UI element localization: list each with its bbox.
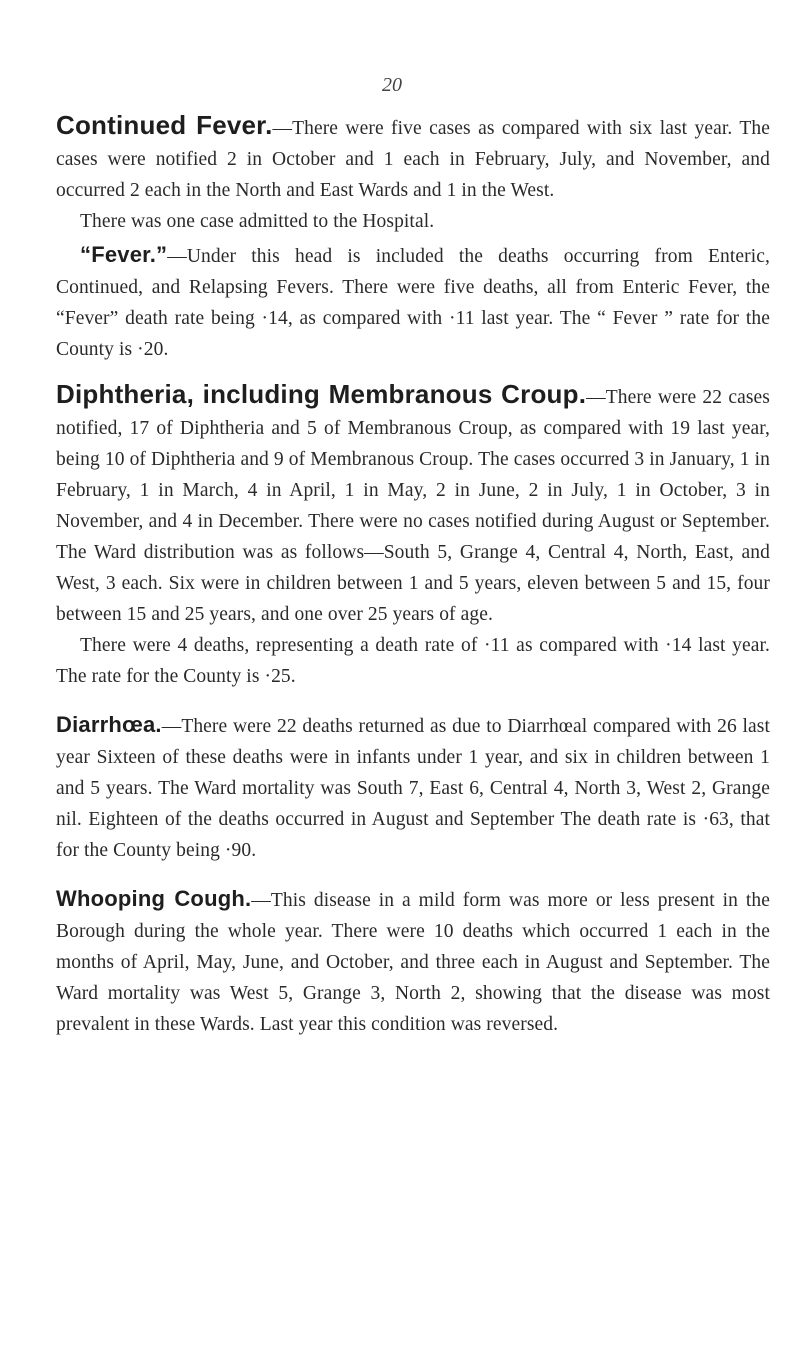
section-heading: Continued Fever.: [56, 110, 273, 140]
paragraph: [56, 379, 770, 630]
paragraph: [56, 709, 770, 866]
section-heading: “Fever.”: [80, 242, 168, 267]
section-whooping-cough: [56, 883, 770, 1040]
section-diarrhoea: [56, 709, 770, 866]
paragraph: [56, 630, 770, 692]
paragraph: [56, 883, 770, 1040]
section-diphtheria: [56, 379, 770, 692]
paragraph: [56, 110, 770, 206]
section-heading: Whooping Cough.: [56, 886, 252, 911]
paragraph: [56, 206, 770, 237]
document-body: [56, 110, 770, 1040]
section-text: There were 4 deaths, representing a death rate of ·11 as compared with ·14 last year. The rate for the County is ·25.: [56, 635, 770, 687]
section-text: —There were 22 deaths returned as due to Diarrhœal compared with 26 last year Sixteen of these deaths were in infants under 1 year, and six in children between 1 and 5 years. The Ward mortality was South 7, East 6, Central 4, North 3, West 2, Grange nil. Eighteen of the deaths occurred in August and September The death rate is ·63, that for the County being ·90.: [56, 716, 770, 861]
page-number: 20: [382, 74, 402, 96]
section-heading: Diarrhœa.: [56, 712, 162, 737]
section-fever: [56, 239, 770, 365]
paragraph: [56, 239, 770, 365]
section-text: There was one case admitted to the Hospital.: [80, 211, 435, 232]
section-continued-fever: [56, 110, 770, 237]
section-heading: Diphtheria, including Membranous Croup.: [56, 379, 587, 409]
section-text: —There were five cases as compared with six last year. The cases were notified 2 in October and 1 each in February, July, and November, and occurred 2 each in the North and East Wards and 1 in the West.: [56, 118, 770, 201]
section-text: —There were 22 cases notified, 17 of Diphtheria and 5 of Membranous Croup, as compared with 19 last year, being 10 of Diphtheria and 9 of Membranous Croup. The cases occurred 3 in January, 1 in February, 1 in March, 4 in April, 1 in May, 2 in June, 2 in July, 1 in October, 3 in November, and 4 in December. There were no cases notified during August or September. The Ward distribution was as follows—South 5, Grange 4, Central 4, North, East, and West, 3 each. Six were in children between 1 and 5 years, eleven between 5 and 15, four between 15 and 25 years, and one over 25 years of age.: [56, 387, 770, 625]
section-text: —This disease in a mild form was more or less present in the Borough during the whole year. There were 10 deaths which occurred 1 each in the months of April, May, June, and October, and three each in August and September. The Ward mortality was West 5, Grange 3, North 2, showing that the disease was most prevalent in these Wards. Last year this condition was reversed.: [56, 890, 770, 1035]
section-text: —Under this head is included the deaths occurring from Enteric, Continued, and Relapsing Fevers. There were five deaths, all from Enteric Fever, the “Fever” death rate being ·14, as compared with ·11 last year. The “ Fever ” rate for the County is ·20.: [56, 246, 770, 360]
